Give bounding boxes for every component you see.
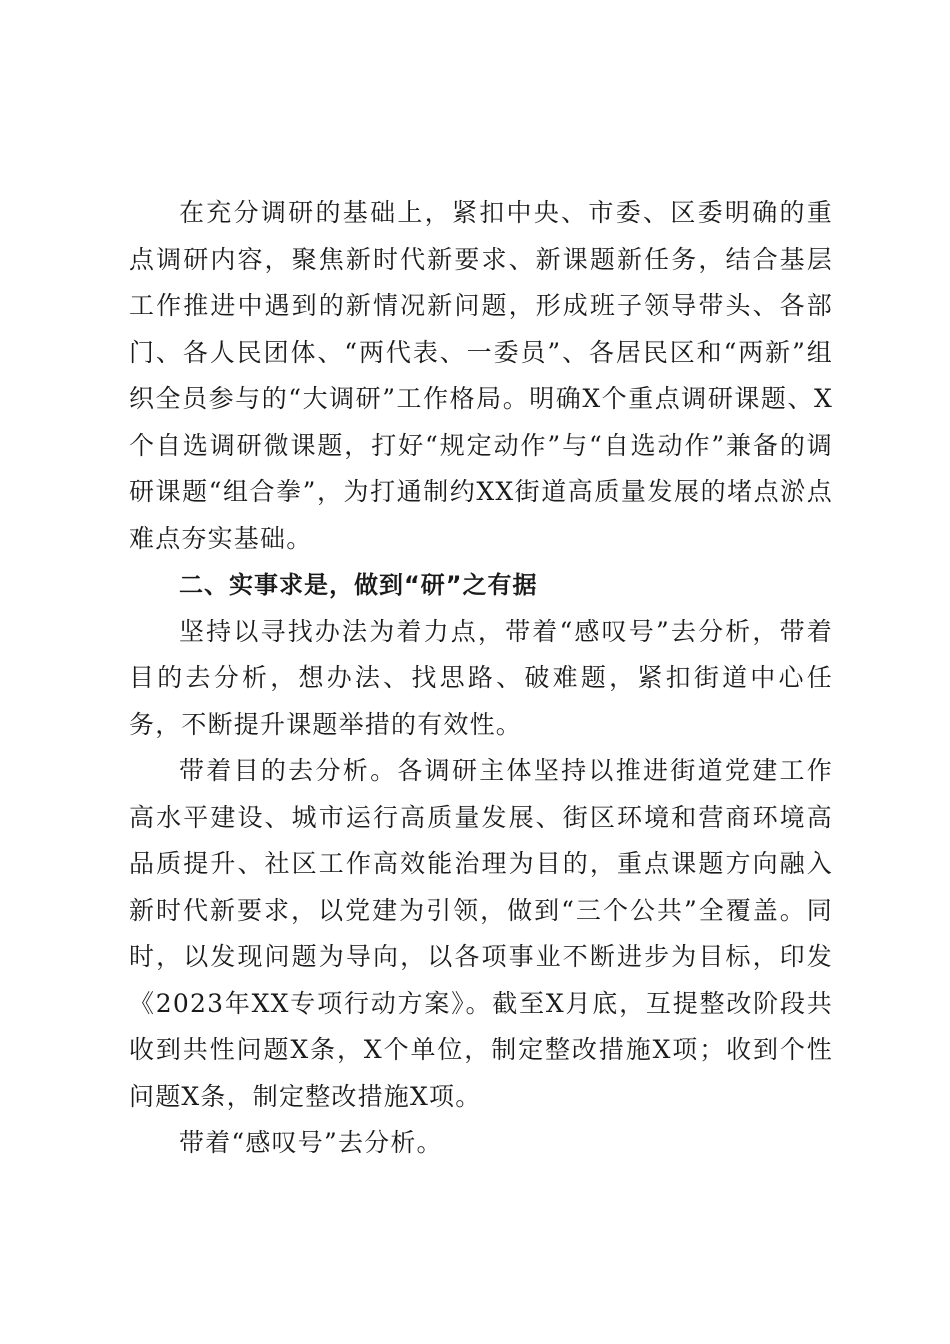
body-paragraph: 带着目的去分析。各调研主体坚持以推进街道党建工作高水平建设、城市运行高质量发展、街区环境和营商环境高品质提升、社区工作高效能治理为目的，重点课题方向融入新时代新要求，以党建为引领，做到“三个公共”全覆盖。同时，以发现问题为导向，以各项事业不断进步为目标，印发《2023年XX专项行动方案》。截至X月底，互提整改阶段共收到共性问题X条，X个单位，制定整改措施X项；收到个性问题X条，制定整改措施X项。 [129,756,833,1111]
document-body [129,190,833,1167]
section-heading: 二、实事求是，做到“研”之有据 [179,571,538,599]
body-paragraph: 带着“感叹号”去分析。 [179,1128,443,1157]
body-paragraph: 在充分调研的基础上，紧扣中央、市委、区委明确的重点调研内容，聚焦新时代新要求、新课题新任务，结合基层工作推进中遇到的新情况新问题，形成班子领导带头、各部门、各人民团体、“两代表、一委员”、各居民区和“两新”组织全员参与的“大调研”工作格局。明确X个重点调研课题、X个自选调研微课题，打好“规定动作”与“自选动作”兼备的调研课题“组合拳”，为打通制约XX街道高质量发展的堵点淤点难点夯实基础。 [129,198,833,553]
body-paragraph: 坚持以寻找办法为着力点，带着“感叹号”去分析，带着目的去分析，想办法、找思路、破难题，紧扣街道中心任务，不断提升课题举措的有效性。 [129,616,833,739]
